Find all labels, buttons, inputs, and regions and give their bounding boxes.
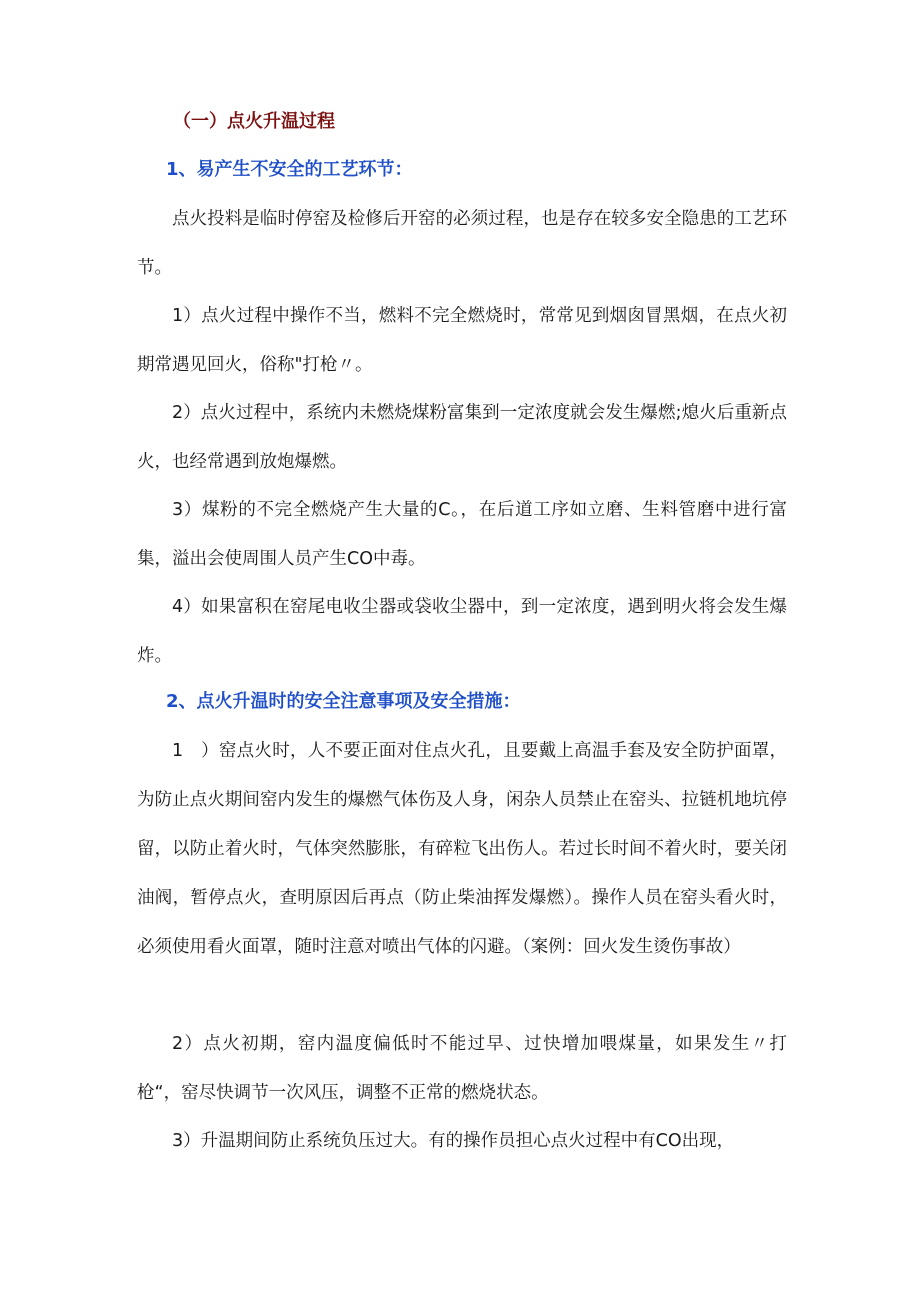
subsection-1-item-2: 2）点火过程中，系统内未燃烧煤粉富集到一定浓度就会发生爆燃;熄火后重新点火，也经常遇到放炮爆燃。 bbox=[137, 403, 787, 472]
subsection-1-item-1: 1）点火过程中操作不当，燃料不完全燃烧时，常常见到烟囱冒黑烟，在点火初期常遇见回火，俗称"打枪〃。 bbox=[137, 306, 787, 375]
subsection-2-item-2: 2）点火初期，窑内温度偏低时不能过早、过快增加喂煤量，如果发生〃打枪“，窑尽快调节一次风压，调整不正常的燃烧状态。 bbox=[137, 1034, 787, 1103]
subsection-1-item-4: 4）如果富积在窑尾电收尘器或袋收尘器中，到一定浓度，遇到明火将会发生爆炸。 bbox=[137, 597, 787, 666]
subsection-2-title: 2、点火升温时的安全注意事项及安全措施： bbox=[166, 691, 521, 712]
subsection-1-item-3: 3）煤粉的不完全燃烧产生大量的C。，在后道工序如立磨、生料管磨中进行富集，溢出会使周围人员产生CO中毒。 bbox=[137, 500, 787, 569]
subsection-2-item-1: 1 ）窑点火时，人不要正面对住点火孔，且要戴上高温手套及安全防护面罩，为防止点火期间窑内发生的爆燃气体伤及人身，闲杂人员禁止在窑头、拉链机地坑停留，以防止着火时，气体突然膨胀，有碎粒飞出伤人。若过长时间不着火时，要关闭油阀，暂停点火，查明原因后再点（防止柴油挥发爆燃）。操作人员在窑头看火时，必须使用看火面罩，随时注意对喷出气体的闪避。（案例：回火发生烫伤事故） bbox=[137, 741, 787, 957]
section-title: （一）点火升温过程 bbox=[173, 111, 335, 132]
subsection-2-item-3: 3）升温期间防止系统负压过大。有的操作员担心点火过程中有CO出现， bbox=[172, 1131, 735, 1151]
subsection-1-intro: 点火投料是临时停窑及检修后开窑的必须过程，也是存在较多安全隐患的工艺环节。 bbox=[137, 209, 787, 278]
subsection-1-title: 1、易产生不安全的工艺环节： bbox=[166, 159, 413, 180]
